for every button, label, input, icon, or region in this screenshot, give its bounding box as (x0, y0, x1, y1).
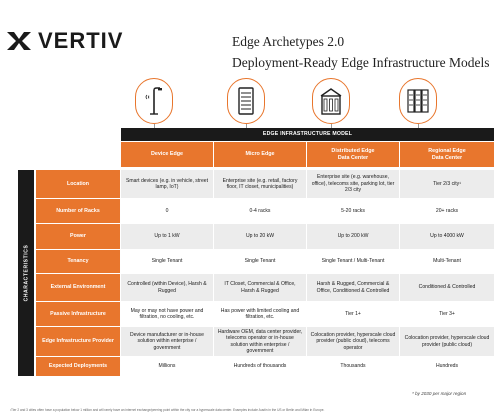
page-title (232, 33, 494, 72)
col-header-micro-edge: Micro Edge (214, 142, 306, 167)
vertiv-logo-text: VERTIV (38, 28, 124, 53)
col-header-device-edge: Device Edge (121, 142, 213, 167)
row-label-power: Power (36, 224, 120, 249)
title-line-2: Deployment-Ready Edge Infrastructure Models (232, 55, 490, 70)
table-cell: Hardware OEM, data center provider, telecoms operator or in-house solution within enterprise / government (214, 327, 306, 356)
table-cell: Smart devices (e.g. in vehicle, street lamp, IoT) (121, 170, 213, 198)
vertiv-logo (6, 28, 123, 54)
table-cell: Up to 20 kW (214, 224, 306, 249)
table-cell: Colocation provider, hyperscale cloud provider (public cloud) (400, 327, 494, 356)
table-cell: IT Closet, Commercial & Office, Harsh & Rugged (214, 274, 306, 301)
table-cell: Thousands (307, 357, 399, 376)
table-cell: Up to 200 kW (307, 224, 399, 249)
table-cell: Enterprise site (e.g. retail, factory floor, IT closet, municipalities) (214, 170, 306, 198)
row-label-number-of-racks: Number of Racks (36, 199, 120, 223)
table-cell: Single Tenant / Multi-Tenant (307, 250, 399, 273)
table-cell: Harsh & Rugged, Commercial & Office, Conditioned & Controlled (307, 274, 399, 301)
table-cell: 0-4 racks (214, 199, 306, 223)
col-header-regional-edge: Regional Edge Data Center (400, 142, 494, 167)
table-cell: Single Tenant (214, 250, 306, 273)
table-cell: Device manufacturer or in-house solution within enterprise / government (121, 327, 213, 356)
table-cell: Tier 2/3 city¹ (400, 170, 494, 198)
footnote-deployments: * by 2030 per major region (412, 391, 467, 396)
characteristics-label: CHARACTERISTICS (23, 244, 29, 302)
table-cell: Tier 3+ (400, 302, 494, 326)
table-cell: Up to 1 kW (121, 224, 213, 249)
table-cell: Enterprise site (e.g. warehouse, office), telecoms site, parking lot, tier 2/3 city (307, 170, 399, 198)
table-cell: Up to 4000 kW (400, 224, 494, 249)
table-cell: Hundreds of thousands (214, 357, 306, 376)
server-rack-icon (227, 78, 265, 124)
row-label-expected-deployments: Expected Deployments (36, 357, 120, 376)
table-cell: Millions (121, 357, 213, 376)
table-cell: May or may not have power and filtration, no cooling, etc. (121, 302, 213, 326)
row-label-external-environment: External Environment (36, 274, 120, 301)
row-label-edge-infrastructure-provider: Edge Infrastructure Provider (36, 327, 120, 356)
table-cell: Controlled (within Device), Harsh & Rugged (121, 274, 213, 301)
row-label-passive-infrastructure: Passive Infrastructure (36, 302, 120, 326)
table-cell: Conditioned & Controlled (400, 274, 494, 301)
row-label-tenancy: Tenancy (36, 250, 120, 273)
model-header: EDGE INFRASTRUCTURE MODEL (121, 128, 494, 141)
table-cell: 0 (121, 199, 213, 223)
table-cell: Has power with limited cooling and filtration, etc. (214, 302, 306, 326)
table-cell: Tier 1+ (307, 302, 399, 326)
table-cell: 5-20 racks (307, 199, 399, 223)
table-cell: 20+ racks (400, 199, 494, 223)
col-header-distributed-edge: Distributed Edge Data Center (307, 142, 399, 167)
footnote-tier-cities: ¹Tier 2 and 3 cities often have a population below 1 million and will rarely have an internet exchange/peering point within the city nor a hyperscale data center. Examples include Austin in the US or Berlin and Milan in Europe. (10, 408, 325, 412)
row-label-location: Location (36, 170, 120, 198)
title-line-1: Edge Archetypes 2.0 (232, 34, 345, 49)
server-racks-icon (399, 78, 437, 124)
street-lamp-icon (135, 78, 173, 124)
table-cell: Hundreds (400, 357, 494, 376)
vertiv-logo-mark (6, 28, 32, 54)
table-cell: Colocation provider, hyperscale cloud provider (public cloud), telecoms operator (307, 327, 399, 356)
table-cell: Single Tenant (121, 250, 213, 273)
data-center-building-icon (312, 78, 350, 124)
table-cell: Multi-Tenant (400, 250, 494, 273)
